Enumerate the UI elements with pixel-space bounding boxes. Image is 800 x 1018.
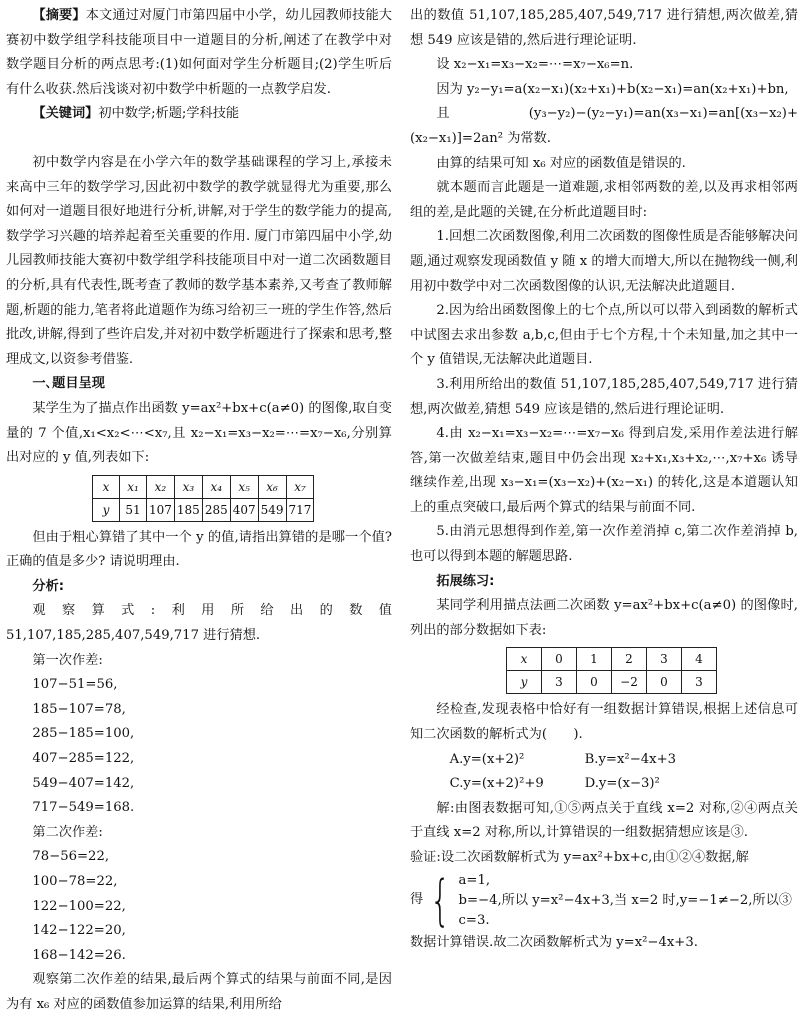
option-c: C.y=(x+2)²+9	[449, 776, 544, 792]
problem-paragraph-1: 某学生为了描点作出函数 y=ax²+bx+c(a≠0) 的图像,取自变量的 7 个值,x₁<x₂<⋯<x₇,且 x₂−x₁=x₃−x₂=⋯=x₇−x₆,分别算出对应的 y 值,列表如下:	[6, 400, 392, 466]
options-row-1	[410, 748, 798, 773]
keywords	[6, 102, 392, 127]
second-diff-line: 168−142=26.	[32, 947, 126, 963]
equation-system	[410, 868, 798, 932]
continuation-paragraph: 出的数值 51,107,185,285,407,549,717 进行猜想,两次做差,猜想 549 应该是错的,然后进行理论证明.	[410, 8, 798, 48]
system-line-a: a=1,	[458, 872, 491, 888]
intro-paragraph: 初中数学内容是在小学六年的数学基础课程的学习上,承接未来高中三年的数学学习,因此初中数学的教学就显得尤为重要,那么如何对一道题目很好地进行分析,讲解,对于学生的数学能力的提高,数学学习兴趣的培养起着至关重要的作用. 厦门市第四届中小学,幼儿园教师技能大赛初中数学组学科技能项目中对一道二次函数题目的分析,具有代表性,既考查了教师的数学基本素养,又考查了教师解题,析题的能力,笔者将此道题作为练习给初三一班的学生作答,然后批改,讲解,得到了些许启发,并对初中数学析题进行了探索和思考,整理成文,以资参考借鉴.	[6, 154, 393, 367]
first-diff-line: 549−407=142,	[32, 775, 135, 791]
list-item: 1.回想二次函数图像,利用二次函数的图像性质是否能够解决问题,通过观察发现函数值 y 随 x 的增大而增大,所以在抛物线一侧,利用初中数学中对二次函数图像的认识,无法解决此道题目.	[410, 229, 798, 294]
and-equation: 且(y₃−y₂)−(y₂−y₁)=an(x₃−x₁)=an[(x₃−x₂)+(x₂−x₁)]=2an² 为常数.	[410, 106, 798, 146]
second-diff-line: 78−56=22,	[32, 849, 110, 865]
option-a: A.y=(x+2)²	[449, 751, 525, 767]
list-item: 4.由 x₂−x₁=x₃−x₂=⋯=x₇−x₆ 得到启发,采用作差法进行解答,第一次做差结束,题目中仍会出现 x₂+x₁,x₃+x₂,⋯,x₇+x₆ 诱导继续作差,出现 x₃−x₁=(x₃−x₂)+(x₂−x₁) 的转化,这是本道题认知上的重点突破口,最后两个算式的结果与前面不同.	[410, 426, 798, 515]
table-cell: 3	[647, 648, 682, 671]
right-column	[410, 4, 798, 955]
option-b: B.y=x²−4x+3	[584, 751, 677, 767]
table-cell: −2	[612, 671, 647, 694]
table-cell: y	[507, 671, 542, 694]
system-lines	[459, 871, 792, 931]
de-label: 得	[410, 892, 424, 908]
table-cell: x₁	[120, 475, 147, 498]
table-cell: 1	[577, 648, 612, 671]
table-cell: x₂	[147, 475, 175, 498]
option-d: D.y=(x−3)²	[584, 776, 660, 792]
second-diff-label: 第二次作差:	[32, 824, 103, 840]
first-diff-line: 285−185=100,	[32, 726, 135, 742]
first-diff-line: 717−549=168.	[32, 800, 135, 816]
problem-paragraph-2: 但由于粗心算错了其中一个 y 的值,请指出算错的是哪一个值? 正确的值是多少? 请说明理由.	[6, 529, 392, 570]
table-cell: 185	[174, 498, 202, 521]
list-item: 5.由消元思想得到作差,第一次作差消掉 c,第二次作差消掉 b,也可以得到本题的解题思路.	[410, 524, 798, 565]
second-diff-line: 142−122=20,	[32, 923, 126, 939]
first-diff-line: 407−285=122,	[32, 751, 135, 767]
system-line-b: b=−4,所以 y=x²−4x+3,当 x=2 时,y=−1≠−2,所以③	[458, 892, 792, 908]
second-diff-line: 100−78=22,	[32, 874, 118, 889]
table-cell: 0	[542, 648, 577, 671]
table-cell: x₄	[202, 475, 230, 498]
extension-label: 拓展练习:	[436, 573, 495, 589]
list-item: 2.因为给出函数图像上的七个点,所以可以带入到函数的解析式中试图去求出参数 a,b,c,但由于七个方程,十个未知量,加之其中一个 y 值错误,无法解决此道题目.	[410, 303, 798, 368]
abstract	[6, 4, 392, 102]
table-row	[507, 671, 717, 694]
left-column	[6, 4, 392, 1018]
check-paragraph: 经检查,发现表格中恰好有一组数据计算错误,根据上述信息可知二次函数的解析式为( ).	[410, 702, 798, 743]
data-table-1	[92, 475, 314, 522]
because-equation: 因为 y₂−y₁=a(x₂−x₁)(x₂+x₁)+b(x₂−x₁)=an(x₂+x₁)+bn,	[436, 81, 789, 97]
table-cell: 407	[230, 498, 258, 521]
table-cell: x	[93, 475, 120, 498]
list-item: 3.利用所给出的数值 51,107,185,285,407,549,717 进行猜想,两次做差,猜想 549 应该是错的,然后进行理论证明.	[410, 376, 798, 417]
table-row	[93, 498, 314, 521]
second-diff-line: 122−100=22,	[32, 898, 126, 914]
table-cell: 0	[647, 671, 682, 694]
system-line-c: c=3.	[458, 912, 490, 928]
table-cell: 285	[202, 498, 230, 521]
verify-paragraph: 验证:设二次函数解析式为 y=ax²+bx+c,由①②④数据,解	[410, 850, 749, 865]
options-row-2	[410, 772, 798, 797]
table-cell: 4	[682, 648, 717, 671]
table-cell: x₇	[286, 475, 314, 498]
data-table-2	[506, 647, 717, 694]
table-cell: 549	[258, 498, 286, 521]
first-diff-label: 第一次作差:	[32, 652, 103, 668]
abstract-text: 本文通过对厦门市第四届中小学，幼儿园教师技能大赛初中数学组学科技能项目中一道题目的分析,阐述了在教学中对数学题目分析的两点思考:(1)如何面对学生分析题目;(2)学生听后有什么收获.然后浅谈对初中数学中析题的一点教学启发.	[6, 8, 392, 97]
section-heading-1: 一､题目呈现	[32, 376, 105, 392]
final-paragraph: 数据计算错误.故二次函数解析式为 y=x²−4x+3.	[410, 934, 698, 950]
set-equation: 设 x₂−x₁=x₃−x₂=⋯=x₇−x₆=n.	[436, 57, 634, 73]
result-paragraph: 由算的结果可知 x₆ 对应的函数值是错误的.	[436, 155, 686, 171]
conclusion-paragraph: 观察第二次作差的结果,最后两个算式的结果与前面不同,是因为有 x₆ 对应的函数值参加运算的结果,利用所给	[6, 972, 392, 1012]
table-cell: 2	[612, 648, 647, 671]
table-cell: y	[93, 498, 120, 521]
first-diff-line: 185−107=78,	[32, 701, 126, 717]
brace-symbol: {	[430, 868, 451, 932]
analysis-label: 分析:	[32, 578, 65, 594]
spacer	[6, 127, 392, 151]
first-diff-line: 107−51=56,	[32, 677, 118, 693]
table-cell: x₆	[258, 475, 286, 498]
table-cell: 107	[147, 498, 175, 521]
table-row	[507, 648, 717, 671]
solution-paragraph: 解:由图表数据可知,①⑤两点关于直线 x=2 对称,②④两点关于直线 x=2 对称,所以,计算错误的一组数据猜想应该是③.	[410, 800, 798, 841]
keywords-label: 【关键词】	[32, 106, 99, 122]
extension-paragraph: 某同学利用描点法画二次函数 y=ax²+bx+c(a≠0) 的图像时,列出的部分数据如下表:	[410, 598, 798, 638]
table-cell: 3	[682, 671, 717, 694]
table-row	[93, 475, 314, 498]
table-cell: 51	[120, 498, 147, 521]
table-cell: 3	[542, 671, 577, 694]
observe-paragraph: 观察算式:利用所给出的数值 51,107,185,285,407,549,717 进行猜想.	[6, 603, 392, 644]
table-cell: 717	[286, 498, 314, 521]
table-cell: x₅	[230, 475, 258, 498]
difficulty-paragraph: 就本题而言此题是一道难题,求相邻两数的差,以及再求相邻两组的差,是此题的关键,在分析此道题目时:	[410, 180, 798, 220]
keywords-text: 初中数学;析题;学科技能	[98, 106, 240, 122]
abstract-label: 【摘要】	[32, 8, 86, 23]
table-cell: x₃	[174, 475, 202, 498]
table-cell: x	[507, 648, 542, 671]
table-cell: 0	[577, 671, 612, 694]
